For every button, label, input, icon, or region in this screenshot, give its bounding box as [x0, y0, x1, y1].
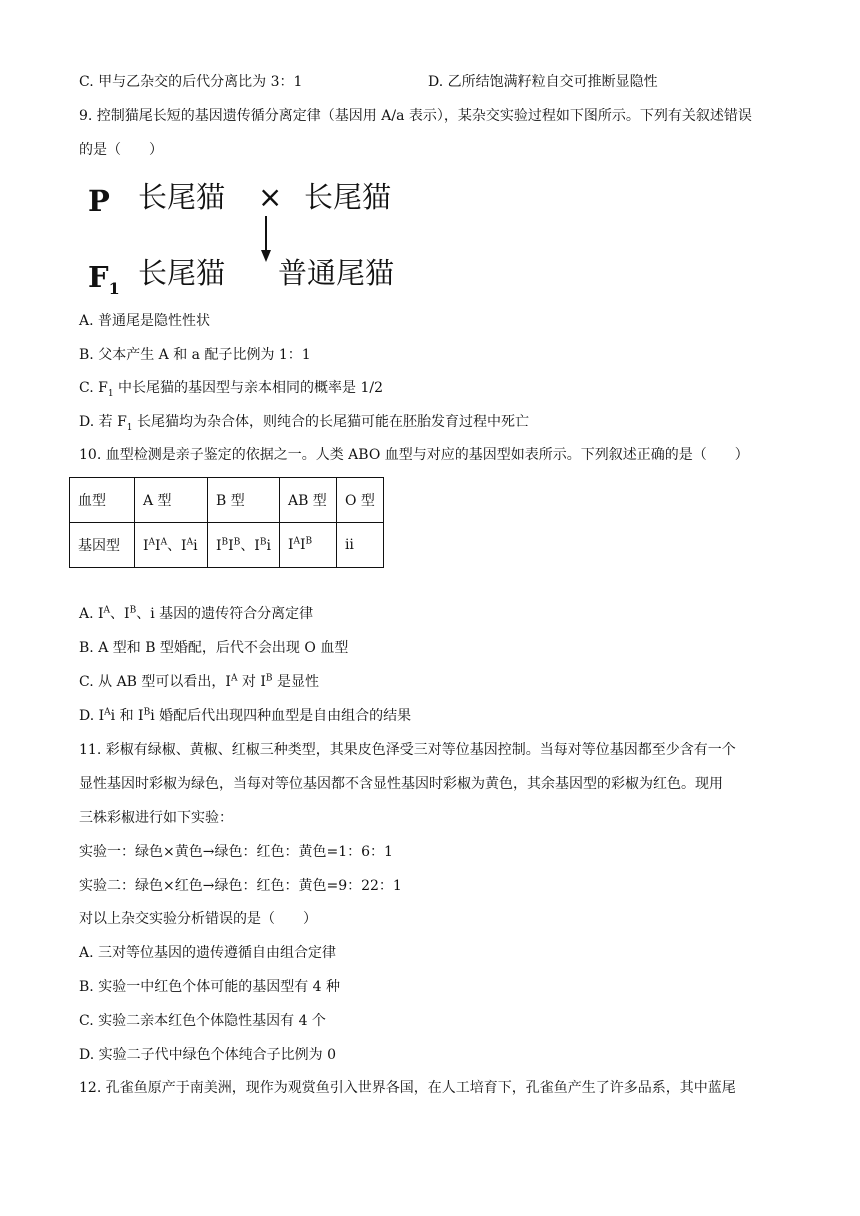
q10-option-b: B. A 型和 B 型婚配，后代不会出现 O 血型 [79, 640, 349, 656]
q11-stem-line3: 三株彩椒进行如下实验： [79, 810, 233, 826]
q8-option-d: D. 乙所结饱满籽粒自交可推断显隐性 [428, 74, 658, 90]
q8-options-row [79, 72, 799, 92]
cross-arrow-icon [258, 216, 274, 264]
p-parent2: 长尾猫 [304, 180, 392, 214]
table-cell: ii [336, 523, 383, 568]
q12-stem-line1: 12. 孔雀鱼原产于南美洲，现作为观赏鱼引入世界各国，在人工培育下，孔雀鱼产生了许多品系，其中蓝尾 [79, 1080, 736, 1096]
q9-option-a: A. 普通尾是隐性性状 [79, 313, 211, 329]
q11-question: 对以上杂交实验分析错误的是（ ） [79, 911, 317, 927]
q8-option-c: C. 甲与乙杂交的后代分离比为 3：1 [79, 74, 303, 90]
table-cell: A 型 [135, 478, 208, 523]
q11-stem-line2: 显性基因时彩椒为绿色，当每对等位基因都不含显性基因时彩椒为黄色，其余基因型的彩椒为红色。现用 [79, 776, 723, 792]
p-generation-label: P [88, 184, 110, 218]
q11-option-b: B. 实验一中红色个体可能的基因型有 4 种 [79, 979, 340, 995]
q11-option-c: C. 实验二亲本红色个体隐性基因有 4 个 [79, 1013, 326, 1029]
q11-experiment2: 实验二：绿色×红色→绿色：红色：黄色=9：22：1 [79, 878, 402, 894]
f1-child1: 长尾猫 [138, 256, 226, 290]
q9-stem-line2: 的是（ ） [79, 142, 163, 158]
table-cell: AB 型 [279, 478, 336, 523]
q9-option-c: C. $F_1$ 中长尾猫的基因型与亲本相同的概率是 1/2 [79, 380, 383, 399]
cross-symbol: × [258, 180, 283, 214]
q9-option-b: B. 父本产生 A 和 a 配子比例为 1：1 [79, 347, 311, 363]
q9-stem-line1: 9. 控制猫尾长短的基因遗传循分离定律（基因用 A/a 表示），某杂交实验过程如下图所示。下列有关叙述错误 [79, 108, 752, 124]
table-cell: $I^BI^B$、$I^Bi$ [208, 523, 280, 568]
table-cell: B 型 [208, 478, 280, 523]
q11-experiment1: 实验一：绿色×黄色→绿色：红色：黄色=1：6：1 [79, 844, 393, 860]
blood-type-table [69, 477, 384, 568]
q10-stem: 10. 血型检测是亲子鉴定的依据之一。人类 ABO 血型与对应的基因型如表所示。下列叙述正确的是（ ） [79, 447, 749, 463]
f1-child2: 普通尾猫 [278, 256, 395, 290]
table-cell: 基因型 [70, 523, 135, 568]
q11-stem-line1: 11. 彩椒有绿椒、黄椒、红椒三种类型，其果皮色泽受三对等位基因控制。当每对等位基因都至少含有一个 [79, 742, 736, 758]
q10-option-a: A. $I^A$、$I^B$、i 基因的遗传符合分离定律 [79, 605, 314, 622]
table-cell: 血型 [70, 478, 135, 523]
q9-cross-diagram [86, 172, 416, 302]
q11-option-d: D. 实验二子代中绿色个体纯合子比例为 0 [79, 1047, 336, 1063]
q10-option-d: D. $I^Ai$ 和 $I^Bi$ 婚配后代出现四种血型是自由组合的结果 [79, 707, 412, 724]
f1-generation-label: $F_1$ [88, 260, 120, 298]
table-row [70, 478, 384, 523]
q10-option-c: C. 从 AB 型可以看出，$I^A$ 对 $I^B$ 是显性 [79, 673, 319, 690]
q9-option-d: D. 若 $F_1$ 长尾猫均为杂合体，则纯合的长尾猫可能在胚胎发育过程中死亡 [79, 414, 529, 433]
table-row [70, 523, 384, 568]
q11-option-a: A. 三对等位基因的遗传遵循自由组合定律 [79, 945, 337, 961]
table-cell: O 型 [336, 478, 383, 523]
table-cell: $I^AI^B$ [279, 523, 336, 568]
table-cell: $I^AI^A$、$I^Ai$ [135, 523, 208, 568]
p-parent1: 长尾猫 [138, 180, 226, 214]
